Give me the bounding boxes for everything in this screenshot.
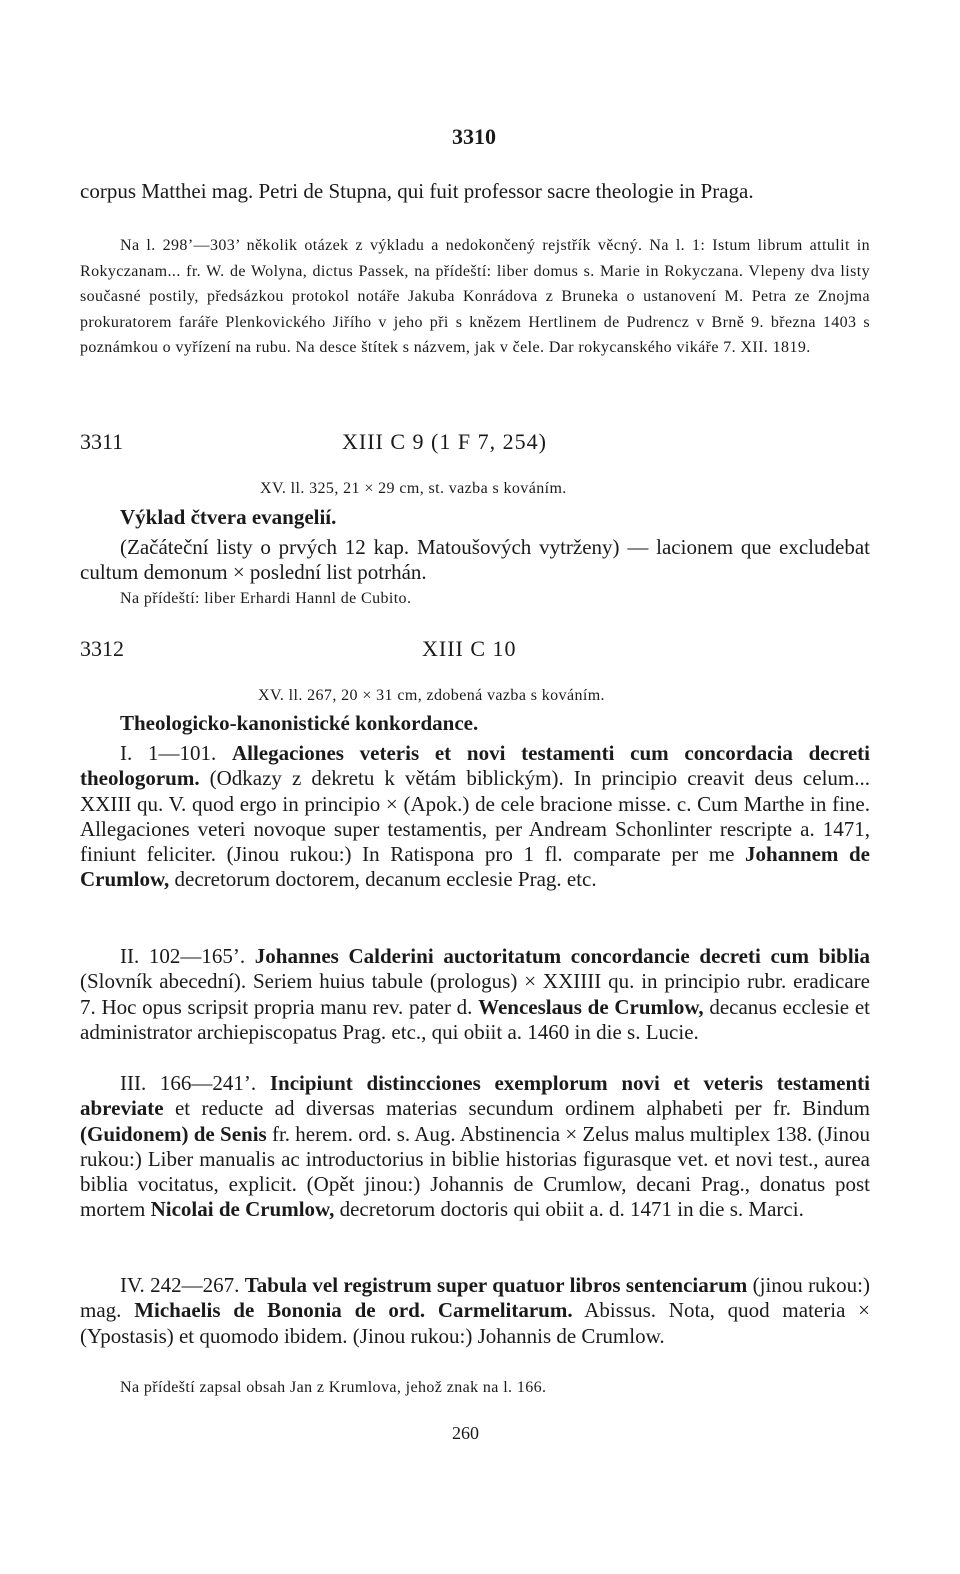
section-2-lead: II. 102—165’. xyxy=(120,944,255,968)
entry-3311-signature: XIII C 9 (1 F 7, 254) xyxy=(342,429,547,454)
entry-3312-signature: XIII C 10 xyxy=(422,636,517,661)
entry-3311-note: Na přídeští: liber Erhardi Hannl de Cubito. xyxy=(120,590,412,607)
running-head-number: 3310 xyxy=(452,124,496,149)
entry-3312-section-4 xyxy=(80,1273,870,1349)
entry-3310-note: Na l. 298’—303’ několik otázek z výkladu a nedokončený rejstřík věcný. Na l. 1: Istum librum attulit in Rokyczanam... fr. W. de Wolyna, dictus Passek, na přídeští: liber domus s. Marie in Rokyczana. Vlepeny dva listy současné postily, předsázkou protokol notáře Jakuba Konrádova z Bruneka o ustanovení M. Petra ze Znojma prokuratorem faráře Plenkovického Jiřího v jeho při s knězem Hertlinem de Pudrencz v Brně 9. března 1403 s poznámkou o vyřízení na rubu. Na desce štítek s názvem, jak v čele. Dar rokycanského vikáře 7. XII. 1819. xyxy=(80,237,870,356)
section-3-latin-title: Incipiunt distincciones exemplorum novi et veteris testamenti abreviate xyxy=(80,1071,870,1121)
entry-3311-physical: XV. ll. 325, 21 × 29 cm, st. vazba s kováním. xyxy=(260,480,567,497)
entry-3310-continuation: corpus Matthei mag. Petri de Stupna, qui fuit professor sacre theologie in Praga. xyxy=(80,179,754,203)
section-4-text: (jinou rukou:) mag. xyxy=(80,1273,870,1323)
section-3-author: (Guidonem) de Senis xyxy=(80,1121,267,1146)
section-3-text-mid: fr. herem. ord. s. Aug. Abstinencia × Zelus malus multiplex 138. (Jinou rukou:) Liber manualis ac introductorius in biblie historias figurasque vet. et novi test., aurea biblia vocitatus, explicit. (Opět jinou:) Johannis de Crumlow, decani Prag., donatus post mortem xyxy=(80,1121,870,1222)
section-2-latin-title: Johannes Calderini auctoritatum concordancie decreti cum biblia xyxy=(254,944,870,968)
section-2-person: Wenceslaus de Crumlow, xyxy=(478,994,704,1019)
section-3-text-end: decretorum doctoris qui obiit a. d. 1471 in die s. Marci. xyxy=(334,1197,804,1222)
section-1-text-end: decretorum doctorem, decanum ecclesie Prag. etc. xyxy=(169,867,597,892)
section-3-person: Nicolai de Crumlow, xyxy=(150,1197,335,1222)
entry-3312-note: Na přídeští zapsal obsah Jan z Krumlova, jehož znak na l. 166. xyxy=(120,1379,547,1396)
section-3-text: et reducte ad diversas materias secundum ordinem alphabeti per fr. Bindum xyxy=(163,1096,870,1121)
entry-3311-body: (Začáteční listy o prvých 12 kap. Matoušových vytrženy) — lacionem que excludebat cultum demonum × poslední list potrhán. xyxy=(80,535,870,585)
section-4-latin-title: Tabula vel registrum super quatuor libros sentenciarum xyxy=(244,1273,748,1297)
section-2-text: (Slovník abecední). Seriem huius tabule (prologus) × XXIIII qu. in principio rubr. eradicare 7. Hoc opus scripsit propria manu rev. pater d. xyxy=(80,969,870,1019)
entry-3312-number: 3312 xyxy=(80,636,124,661)
entry-3312-section-1 xyxy=(80,741,870,893)
entry-3311-title: Výklad čtvera evangelií. xyxy=(120,505,337,529)
section-4-text-end: Abissus. Nota, quod materia × (Ypostasis) et quomodo ibidem. (Jinou rukou:) Johannis de Crumlow. xyxy=(80,1298,871,1348)
section-1-lead: I. 1—101. xyxy=(120,741,232,765)
page-number: 260 xyxy=(452,1423,479,1443)
section-4-author: Michaelis de Bononia de ord. Carmelitarum. xyxy=(134,1298,573,1323)
entry-3311-number: 3311 xyxy=(80,429,124,454)
entry-3312-title: Theologicko-kanonistické konkordance. xyxy=(120,711,479,735)
section-1-latin-title: Allegaciones veteris et novi testamenti cum concordacia decreti theologorum. xyxy=(80,741,870,791)
section-2-text-end: decanus ecclesie et administrator archiepiscopatus Prag. etc., qui obiit a. 1460 in die s. Lucie. xyxy=(80,994,870,1044)
entry-3312-section-2 xyxy=(80,944,870,1045)
section-1-person: Johannem de Crumlow, xyxy=(80,842,870,892)
entry-3312-physical: XV. ll. 267, 20 × 31 cm, zdobená vazba s kováním. xyxy=(258,687,605,704)
entry-3312-section-3 xyxy=(80,1071,870,1223)
section-1-text: (Odkazy z dekretu k větám biblickým). In principio creavit deus celum... XXIII qu. V. quod ergo in principio × (Apok.) de cele bracione misse. c. Cum Marthe in fine. Allegaciones veteri novoque super testamentis, per Andream Schonlinter rescripte a. 1471, finiunt feliciter. (Jinou rukou:) In Ratispona pro 1 fl. comparate per me xyxy=(80,766,870,867)
section-3-lead: III. 166—241’. xyxy=(120,1071,270,1095)
section-4-lead: IV. 242—267. xyxy=(120,1273,245,1297)
